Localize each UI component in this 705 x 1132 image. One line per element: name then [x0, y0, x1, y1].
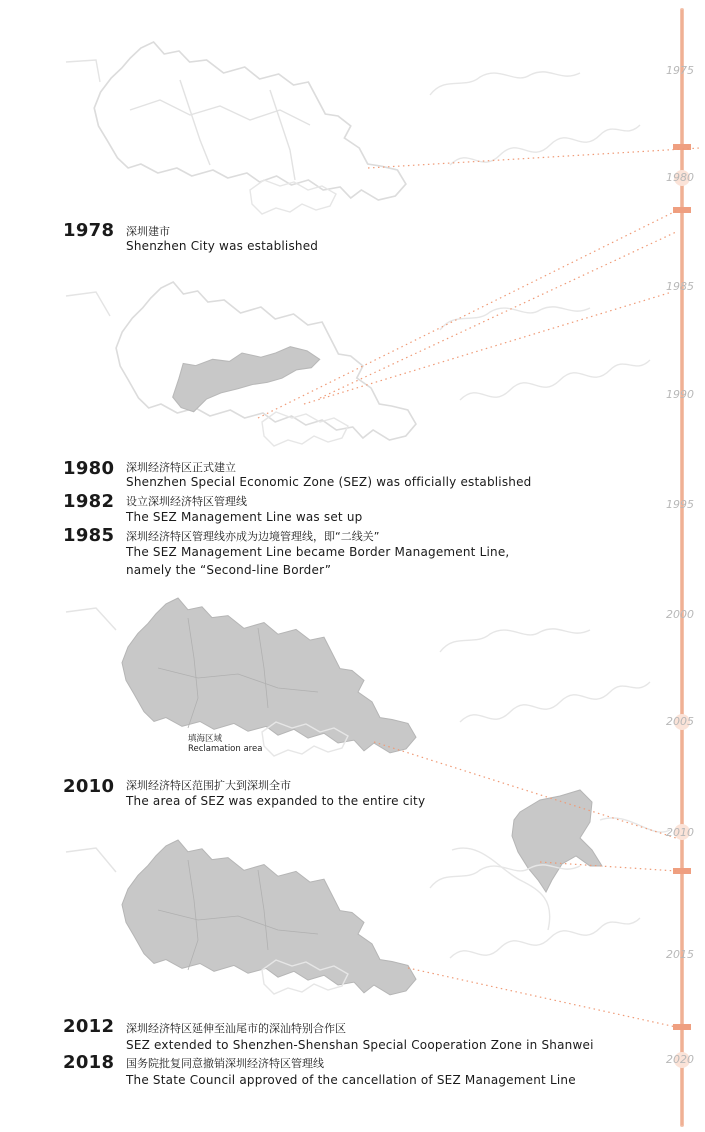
tick-1995: 1995: [666, 498, 694, 511]
leader-2018: [408, 968, 676, 1027]
tick-2020: 2020: [666, 1053, 694, 1066]
event-en-1982: The SEZ Management Line was set up: [126, 510, 363, 524]
map-2010: [66, 598, 650, 756]
event-year-2010: 2010: [63, 776, 115, 797]
event-year-2018: 2018: [63, 1052, 115, 1073]
leader-1978: [368, 148, 700, 168]
event-en2-1985: namely the “Second-line Border”: [126, 563, 332, 577]
event-year-1978: 1978: [63, 220, 115, 241]
event-year-1982: 1982: [63, 491, 115, 512]
event-en-2018: The State Council approved of the cancellation of SEZ Management Line: [126, 1073, 576, 1087]
map-1978: [66, 42, 640, 214]
event-en-2010: The area of SEZ was expanded to the entire city: [126, 794, 426, 808]
tick-1975: 1975: [666, 64, 694, 77]
marker-2018: [673, 1024, 691, 1030]
event-zh-1978: 深圳建市: [126, 225, 170, 238]
event-zh-2018: 国务院批复同意撤销深圳经济特区管理线: [126, 1057, 324, 1070]
event-zh-2012: 深圳经济特区延伸至汕尾市的深汕特别合作区: [126, 1022, 346, 1035]
tick-1990: 1990: [666, 388, 694, 401]
event-en-1980: Shenzhen Special Economic Zone (SEZ) was officially established: [126, 475, 532, 489]
event-year-1985: 1985: [63, 525, 115, 546]
tick-2010: 2010: [666, 826, 694, 839]
map-shenshan-zone: [452, 790, 670, 930]
tick-1985: 1985: [666, 280, 694, 293]
event-zh-1980: 深圳经济特区正式建立: [126, 461, 236, 474]
event-year-1980: 1980: [63, 458, 115, 479]
reclamation-label-zh: 填海区域: [188, 734, 223, 744]
event-en-1985: The SEZ Management Line became Border Management Line,: [126, 545, 510, 559]
map-1980: [66, 282, 650, 446]
reclamation-label: [188, 734, 262, 754]
tick-1980: 1980: [666, 171, 694, 184]
leader-1982: [320, 232, 676, 398]
event-zh-2010: 深圳经济特区范围扩大到深圳全市: [126, 779, 291, 792]
event-en-2012: SEZ extended to Shenzhen-Shenshan Special Cooperation Zone in Shanwei: [126, 1038, 594, 1052]
marker-1980: [673, 207, 691, 213]
tick-2000: 2000: [666, 608, 694, 621]
event-year-2012: 2012: [63, 1016, 115, 1037]
event-zh-1982: 设立深圳经济特区管理线: [126, 495, 247, 508]
event-zh-1985: 深圳经济特区管理线亦成为边境管理线，即“二线关”: [126, 530, 380, 543]
leader-1985: [304, 292, 672, 404]
leader-1980: [258, 210, 678, 418]
tick-2015: 2015: [666, 948, 694, 961]
reclamation-label-en: Reclamation area: [188, 744, 263, 754]
tick-2005: 2005: [666, 715, 694, 728]
event-en-1978: Shenzhen City was established: [126, 239, 319, 253]
